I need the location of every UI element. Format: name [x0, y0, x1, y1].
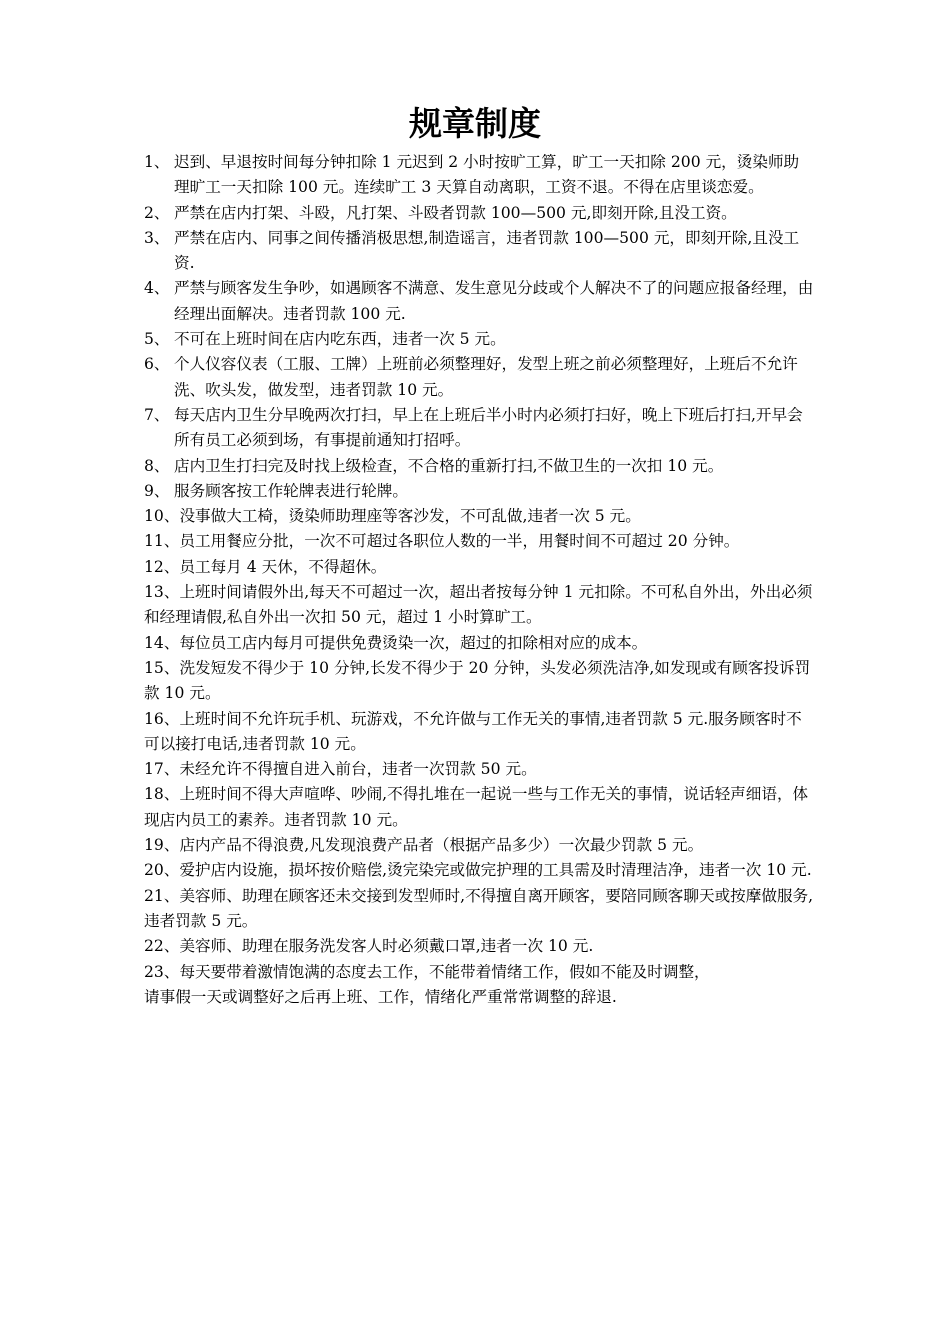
- rule-number: 20、: [144, 861, 180, 880]
- rule-item: [144, 276, 814, 327]
- rule-text: 上班时间请假外出,每天不可超过一次，超出者按每分钟 1 元扣除。不可私自外出，外出必须和经理请假,私自外出一次扣 50 元，超过 1 小时算旷工。: [144, 583, 813, 627]
- rule-number: 21、: [144, 886, 180, 905]
- rule-text: 严禁在店内、同事之间传播消极思想,制造谣言，违者罚款 100—500 元，即刻开除,且没工资.: [174, 228, 800, 273]
- rule-number: 5、: [144, 330, 170, 349]
- rule-text: 严禁与顾客发生争吵，如遇顾客不满意、发生意见分歧或个人解决不了的问题应报备经理，由经理出面解决。违者罚款 100 元.: [174, 279, 814, 323]
- rule-number: 1、: [144, 153, 170, 171]
- rule-item: [144, 201, 814, 226]
- rule-item: [144, 403, 814, 454]
- rule-number: 10、: [144, 507, 180, 526]
- rule-text: 严禁在店内打架、斗殴，凡打架、斗殴者罚款 100—500 元,即刻开除,且没工资。: [174, 203, 737, 222]
- rule-number: 9、: [144, 481, 170, 500]
- rule-number: 18、: [144, 785, 180, 804]
- rule-number: 22、: [144, 937, 180, 956]
- rule-item: [144, 479, 814, 504]
- rule-number: 6、: [144, 355, 170, 374]
- rule-item: [144, 960, 814, 1011]
- rule-item: [144, 656, 814, 707]
- rule-text: 美容师、助理在服务洗发客人时必须戴口罩,违者一次 10 元.: [179, 937, 594, 956]
- rule-item: [144, 858, 814, 883]
- rule-item: [144, 580, 814, 631]
- rule-item: [144, 757, 814, 782]
- rule-number: 13、: [144, 583, 180, 602]
- rule-number: 2、: [144, 203, 170, 222]
- rule-item: [144, 631, 814, 656]
- rule-item: [144, 884, 814, 935]
- document-title: 规章制度: [409, 104, 541, 143]
- rule-text: 爱护店内设施，损坏按价赔偿,烫完染完或做完护理的工具需及时清理洁净，违者一次 10 元.: [179, 861, 812, 880]
- rule-text: 员工用餐应分批，一次不可超过各职位人数的一半，用餐时间不可超过 20 分钟。: [179, 532, 740, 551]
- rule-item: [144, 782, 814, 833]
- rule-text: 洗发短发不得少于 10 分钟,长发不得少于 20 分钟，头发必须洗洁净,如发现或有顾客投诉罚款 10 元。: [144, 658, 811, 703]
- rule-item: [144, 934, 814, 959]
- rule-text: 个人仪容仪表（工服、工牌）上班前必须整理好，发型上班之前必须整理好，上班后不允许洗、吹头发，做发型，违者罚款 10 元。: [174, 355, 798, 399]
- rule-text: 迟到、早退按时间每分钟扣除 1 元迟到 2 小时按旷工算，旷工一天扣除 200 元，烫染师助理旷工一天扣除 100 元。连续旷工 3 天算自动离职，工资不退。不得在店里谈恋爱。: [174, 153, 800, 197]
- rule-number: 15、: [144, 658, 180, 677]
- rule-number: 12、: [144, 557, 180, 576]
- rule-text: 员工每月 4 天休，不得超休。: [179, 557, 387, 576]
- rule-number: 3、: [144, 228, 170, 247]
- rule-item: [144, 529, 814, 554]
- rule-text: 不可在上班时间在店内吃东西，违者一次 5 元。: [174, 330, 506, 349]
- rule-text: 上班时间不得大声喧哗、吵闹,不得扎堆在一起说一些与工作无关的事情，说话轻声细语，体现店内员工的素养。违者罚款 10 元。: [144, 785, 809, 829]
- rule-text: 店内卫生打扫完及时找上级检查，不合格的重新打扫,不做卫生的一次扣 10 元。: [174, 456, 724, 475]
- rules-list: [144, 150, 814, 1010]
- rule-text: 每天店内卫生分早晚两次打扫，早上在上班后半小时内必须打扫好，晚上下班后打扫,开早会所有员工必须到场，有事提前通知打招呼。: [174, 405, 803, 450]
- rule-item: [144, 352, 814, 403]
- rule-item: [144, 327, 814, 352]
- rule-item: [144, 707, 814, 758]
- rule-text: 上班时间不允许玩手机、玩游戏，不允许做与工作无关的事情,违者罚款 5 元.服务顾客时不可以接打电话,违者罚款 10 元。: [144, 709, 802, 753]
- rule-number: 7、: [144, 405, 170, 424]
- rule-item: [144, 150, 814, 201]
- rule-item: [144, 555, 814, 580]
- rule-text: 没事做大工椅，烫染师助理座等客沙发，不可乱做,违者一次 5 元。: [179, 507, 641, 526]
- rule-item: [144, 454, 814, 479]
- rule-number: 8、: [144, 456, 170, 475]
- rule-number: 16、: [144, 709, 180, 728]
- rule-number: 19、: [144, 836, 180, 855]
- rule-text: 每位员工店内每月可提供免费烫染一次，超过的扣除相对应的成本。: [179, 633, 648, 652]
- rule-item: [144, 226, 814, 277]
- rule-text: 未经允许不得擅自进入前台，违者一次罚款 50 元。: [179, 760, 537, 779]
- rule-text: 每天要带着激情饱满的态度去工作，不能带着情绪工作，假如不能及时调整，: [179, 962, 710, 981]
- rule-text: 店内产品不得浪费,凡发现浪费产品者（根据产品多少）一次最少罚款 5 元。: [179, 836, 704, 855]
- rule-number: 14、: [144, 633, 180, 652]
- rule-number: 11、: [144, 532, 180, 551]
- rule-number: 23、: [144, 962, 180, 981]
- rule-item: [144, 504, 814, 529]
- rule-text: 服务顾客按工作轮牌表进行轮牌。: [174, 481, 408, 500]
- rule-number: 4、: [144, 279, 170, 298]
- rule-number: 17、: [144, 760, 180, 779]
- rule-item: [144, 833, 814, 858]
- rule-text: 美容师、助理在顾客还未交接到发型师时,不得擅自离开顾客，要陪同顾客聊天或按摩做服务,违者罚款 5 元。: [144, 886, 814, 930]
- rule-continuation: 请事假一天或调整好之后再上班、工作，情绪化严重常常调整的辞退.: [144, 987, 617, 1006]
